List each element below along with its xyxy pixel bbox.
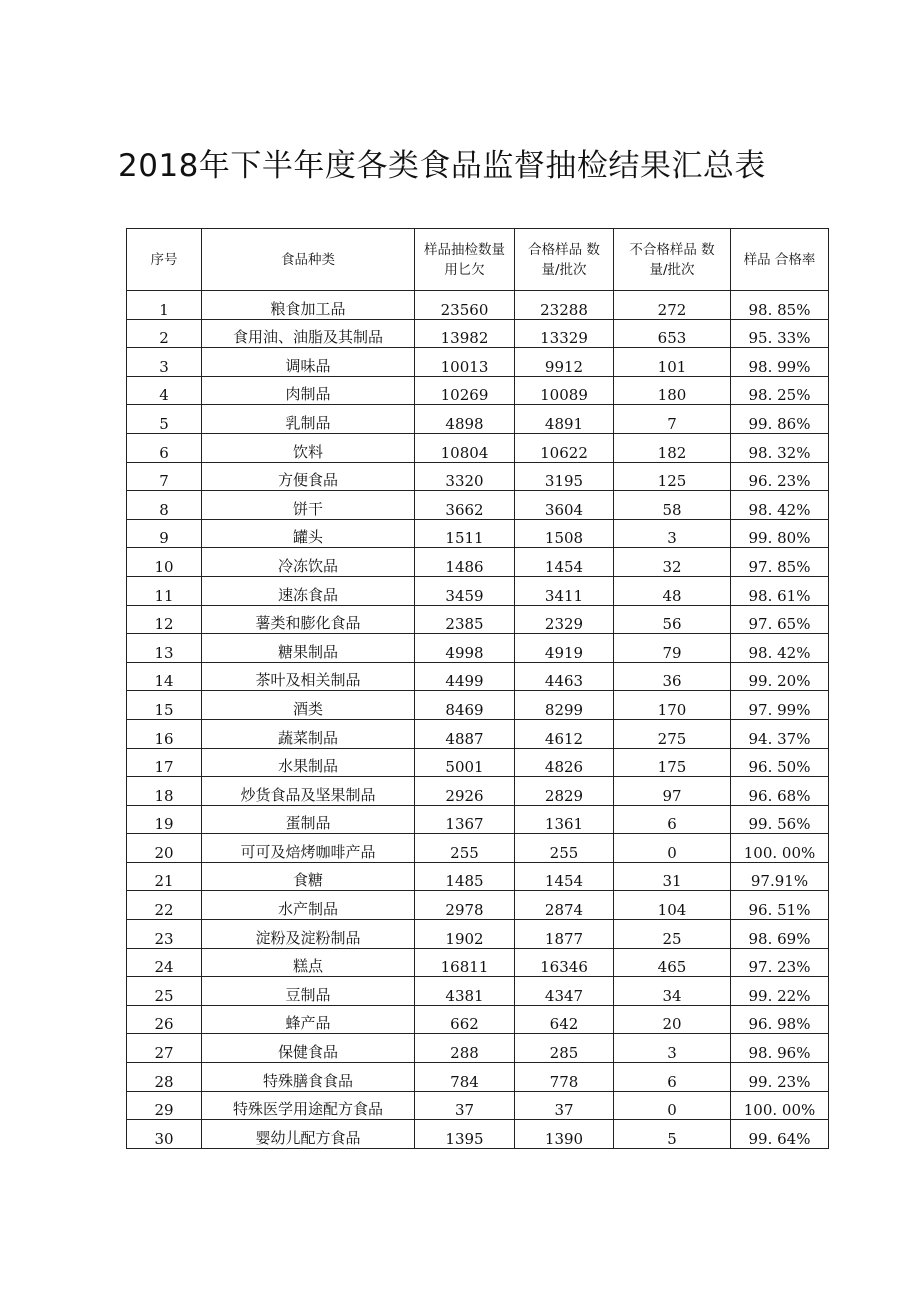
cell-qualified: 1508: [515, 519, 614, 548]
cell-seq: 18: [127, 777, 202, 806]
cell-sampled: 4898: [415, 405, 515, 434]
cell-sampled: 1902: [415, 920, 515, 949]
cell-rate: 99. 86%: [731, 405, 829, 434]
table-row: [127, 319, 829, 348]
cell-rate: 98. 42%: [731, 491, 829, 520]
cell-category: 蜂产品: [202, 1005, 415, 1034]
cell-qualified: 4891: [515, 405, 614, 434]
cell-seq: 8: [127, 491, 202, 520]
header-qualified: 合格样品 数量/批次: [515, 229, 614, 291]
cell-sampled: 23560: [415, 291, 515, 320]
cell-sampled: 10804: [415, 433, 515, 462]
cell-category: 食糖: [202, 862, 415, 891]
cell-qualified: 3604: [515, 491, 614, 520]
cell-rate: 100. 00%: [731, 1091, 829, 1120]
cell-unqualified: 20: [614, 1005, 731, 1034]
table-row: [127, 548, 829, 577]
cell-unqualified: 465: [614, 948, 731, 977]
table-row: [127, 291, 829, 320]
cell-qualified: 1390: [515, 1120, 614, 1149]
cell-qualified: 1877: [515, 920, 614, 949]
table-row: [127, 1005, 829, 1034]
cell-category: 饮料: [202, 433, 415, 462]
cell-category: 炒货食品及坚果制品: [202, 777, 415, 806]
cell-unqualified: 125: [614, 462, 731, 491]
cell-rate: 99. 23%: [731, 1063, 829, 1092]
cell-seq: 7: [127, 462, 202, 491]
cell-seq: 4: [127, 376, 202, 405]
cell-category: 淀粉及淀粉制品: [202, 920, 415, 949]
cell-seq: 12: [127, 605, 202, 634]
cell-sampled: 2926: [415, 777, 515, 806]
cell-sampled: 2385: [415, 605, 515, 634]
cell-unqualified: 175: [614, 748, 731, 777]
table-row: [127, 719, 829, 748]
cell-rate: 99. 20%: [731, 662, 829, 691]
cell-category: 糕点: [202, 948, 415, 977]
cell-sampled: 37: [415, 1091, 515, 1120]
cell-rate: 97.91%: [731, 862, 829, 891]
cell-qualified: 778: [515, 1063, 614, 1092]
cell-rate: 96. 98%: [731, 1005, 829, 1034]
cell-unqualified: 56: [614, 605, 731, 634]
cell-rate: 99. 80%: [731, 519, 829, 548]
cell-unqualified: 97: [614, 777, 731, 806]
cell-unqualified: 5: [614, 1120, 731, 1149]
cell-sampled: 3662: [415, 491, 515, 520]
cell-rate: 96. 50%: [731, 748, 829, 777]
cell-unqualified: 48: [614, 576, 731, 605]
cell-qualified: 23288: [515, 291, 614, 320]
cell-qualified: 1454: [515, 548, 614, 577]
cell-rate: 99. 22%: [731, 977, 829, 1006]
results-table: [126, 228, 829, 1149]
table-row: [127, 376, 829, 405]
table-row: [127, 691, 829, 720]
cell-qualified: 4612: [515, 719, 614, 748]
table-row: [127, 348, 829, 377]
cell-qualified: 10622: [515, 433, 614, 462]
cell-seq: 6: [127, 433, 202, 462]
cell-unqualified: 0: [614, 834, 731, 863]
cell-unqualified: 32: [614, 548, 731, 577]
cell-rate: 96. 23%: [731, 462, 829, 491]
cell-qualified: 1454: [515, 862, 614, 891]
cell-sampled: 10013: [415, 348, 515, 377]
header-row: [127, 229, 829, 291]
table-row: [127, 662, 829, 691]
cell-sampled: 13982: [415, 319, 515, 348]
cell-seq: 28: [127, 1063, 202, 1092]
cell-rate: 100. 00%: [731, 834, 829, 863]
cell-seq: 1: [127, 291, 202, 320]
cell-seq: 24: [127, 948, 202, 977]
cell-category: 冷冻饮品: [202, 548, 415, 577]
cell-qualified: 255: [515, 834, 614, 863]
cell-category: 可可及焙烤咖啡产品: [202, 834, 415, 863]
cell-seq: 22: [127, 891, 202, 920]
cell-category: 糖果制品: [202, 634, 415, 663]
cell-rate: 98. 61%: [731, 576, 829, 605]
cell-category: 调味品: [202, 348, 415, 377]
cell-qualified: 1361: [515, 805, 614, 834]
cell-unqualified: 7: [614, 405, 731, 434]
cell-category: 保健食品: [202, 1034, 415, 1063]
cell-sampled: 662: [415, 1005, 515, 1034]
cell-seq: 11: [127, 576, 202, 605]
cell-seq: 20: [127, 834, 202, 863]
table-body: [127, 291, 829, 1149]
cell-unqualified: 58: [614, 491, 731, 520]
cell-seq: 16: [127, 719, 202, 748]
cell-category: 茶叶及相关制品: [202, 662, 415, 691]
cell-rate: 98. 99%: [731, 348, 829, 377]
table-row: [127, 634, 829, 663]
cell-unqualified: 0: [614, 1091, 731, 1120]
header-sampled: 样品抽检数量用匕欠: [415, 229, 515, 291]
table-row: [127, 948, 829, 977]
cell-sampled: 3320: [415, 462, 515, 491]
cell-category: 特殊膳食食品: [202, 1063, 415, 1092]
cell-unqualified: 34: [614, 977, 731, 1006]
cell-seq: 17: [127, 748, 202, 777]
cell-unqualified: 36: [614, 662, 731, 691]
cell-rate: 98. 32%: [731, 433, 829, 462]
table-row: [127, 977, 829, 1006]
cell-unqualified: 25: [614, 920, 731, 949]
cell-seq: 10: [127, 548, 202, 577]
cell-unqualified: 104: [614, 891, 731, 920]
header-seq: 序号: [127, 229, 202, 291]
cell-qualified: 2329: [515, 605, 614, 634]
cell-sampled: 10269: [415, 376, 515, 405]
cell-qualified: 3195: [515, 462, 614, 491]
cell-seq: 25: [127, 977, 202, 1006]
cell-unqualified: 79: [614, 634, 731, 663]
cell-category: 水产制品: [202, 891, 415, 920]
cell-sampled: 4499: [415, 662, 515, 691]
table-row: [127, 891, 829, 920]
table-row: [127, 805, 829, 834]
cell-sampled: 3459: [415, 576, 515, 605]
cell-rate: 98. 85%: [731, 291, 829, 320]
table-row: [127, 1091, 829, 1120]
cell-sampled: 8469: [415, 691, 515, 720]
cell-seq: 15: [127, 691, 202, 720]
cell-qualified: 285: [515, 1034, 614, 1063]
cell-seq: 19: [127, 805, 202, 834]
cell-sampled: 255: [415, 834, 515, 863]
cell-rate: 97. 65%: [731, 605, 829, 634]
cell-rate: 99. 64%: [731, 1120, 829, 1149]
cell-unqualified: 170: [614, 691, 731, 720]
cell-unqualified: 101: [614, 348, 731, 377]
cell-qualified: 37: [515, 1091, 614, 1120]
cell-category: 豆制品: [202, 977, 415, 1006]
cell-rate: 99. 56%: [731, 805, 829, 834]
cell-category: 薯类和膨化食品: [202, 605, 415, 634]
table-row: [127, 576, 829, 605]
cell-seq: 27: [127, 1034, 202, 1063]
cell-sampled: 1511: [415, 519, 515, 548]
cell-unqualified: 3: [614, 1034, 731, 1063]
cell-rate: 94. 37%: [731, 719, 829, 748]
cell-qualified: 4463: [515, 662, 614, 691]
cell-seq: 26: [127, 1005, 202, 1034]
cell-rate: 95. 33%: [731, 319, 829, 348]
table-row: [127, 405, 829, 434]
cell-sampled: 2978: [415, 891, 515, 920]
cell-qualified: 9912: [515, 348, 614, 377]
cell-sampled: 784: [415, 1063, 515, 1092]
cell-rate: 97. 85%: [731, 548, 829, 577]
page-title: 2018年下半年度各类食品监督抽检结果汇总表: [118, 148, 766, 184]
table-row: [127, 433, 829, 462]
cell-qualified: 4919: [515, 634, 614, 663]
cell-qualified: 4347: [515, 977, 614, 1006]
cell-category: 蛋制品: [202, 805, 415, 834]
table-row: [127, 748, 829, 777]
cell-qualified: 4826: [515, 748, 614, 777]
table-row: [127, 491, 829, 520]
cell-seq: 30: [127, 1120, 202, 1149]
cell-unqualified: 180: [614, 376, 731, 405]
table-row: [127, 519, 829, 548]
cell-unqualified: 31: [614, 862, 731, 891]
header-category: 食品种类: [202, 229, 415, 291]
cell-category: 婴幼儿配方食品: [202, 1120, 415, 1149]
cell-category: 水果制品: [202, 748, 415, 777]
cell-rate: 97. 99%: [731, 691, 829, 720]
table-row: [127, 834, 829, 863]
cell-qualified: 2874: [515, 891, 614, 920]
cell-rate: 96. 68%: [731, 777, 829, 806]
cell-rate: 98. 96%: [731, 1034, 829, 1063]
table-row: [127, 462, 829, 491]
cell-sampled: 4381: [415, 977, 515, 1006]
cell-sampled: 5001: [415, 748, 515, 777]
cell-category: 酒类: [202, 691, 415, 720]
cell-qualified: 3411: [515, 576, 614, 605]
cell-seq: 5: [127, 405, 202, 434]
table-row: [127, 1063, 829, 1092]
cell-seq: 23: [127, 920, 202, 949]
cell-category: 速冻食品: [202, 576, 415, 605]
cell-seq: 2: [127, 319, 202, 348]
cell-seq: 29: [127, 1091, 202, 1120]
cell-rate: 98. 25%: [731, 376, 829, 405]
cell-qualified: 13329: [515, 319, 614, 348]
cell-sampled: 16811: [415, 948, 515, 977]
cell-category: 粮食加工品: [202, 291, 415, 320]
cell-category: 饼干: [202, 491, 415, 520]
cell-rate: 98. 42%: [731, 634, 829, 663]
cell-category: 蔬菜制品: [202, 719, 415, 748]
cell-seq: 9: [127, 519, 202, 548]
cell-seq: 21: [127, 862, 202, 891]
cell-qualified: 642: [515, 1005, 614, 1034]
cell-unqualified: 653: [614, 319, 731, 348]
cell-unqualified: 6: [614, 1063, 731, 1092]
cell-category: 肉制品: [202, 376, 415, 405]
cell-seq: 14: [127, 662, 202, 691]
cell-unqualified: 3: [614, 519, 731, 548]
cell-unqualified: 272: [614, 291, 731, 320]
cell-seq: 13: [127, 634, 202, 663]
cell-qualified: 2829: [515, 777, 614, 806]
table-row: [127, 862, 829, 891]
cell-sampled: 1485: [415, 862, 515, 891]
cell-unqualified: 182: [614, 433, 731, 462]
header-rate: 样品 合格率: [731, 229, 829, 291]
header-unqualified: 不合格样品 数量/批次: [614, 229, 731, 291]
cell-category: 乳制品: [202, 405, 415, 434]
cell-sampled: 1486: [415, 548, 515, 577]
cell-unqualified: 275: [614, 719, 731, 748]
cell-category: 罐头: [202, 519, 415, 548]
cell-category: 特殊医学用途配方食品: [202, 1091, 415, 1120]
cell-qualified: 8299: [515, 691, 614, 720]
table-row: [127, 1120, 829, 1149]
table-row: [127, 920, 829, 949]
cell-category: 方便食品: [202, 462, 415, 491]
cell-sampled: 1367: [415, 805, 515, 834]
cell-qualified: 16346: [515, 948, 614, 977]
cell-sampled: 4887: [415, 719, 515, 748]
cell-rate: 97. 23%: [731, 948, 829, 977]
cell-qualified: 10089: [515, 376, 614, 405]
cell-sampled: 1395: [415, 1120, 515, 1149]
cell-rate: 98. 69%: [731, 920, 829, 949]
table-row: [127, 605, 829, 634]
table-row: [127, 1034, 829, 1063]
cell-rate: 96. 51%: [731, 891, 829, 920]
cell-unqualified: 6: [614, 805, 731, 834]
table-row: [127, 777, 829, 806]
cell-sampled: 4998: [415, 634, 515, 663]
cell-seq: 3: [127, 348, 202, 377]
cell-sampled: 288: [415, 1034, 515, 1063]
cell-category: 食用油、油脂及其制品: [202, 319, 415, 348]
